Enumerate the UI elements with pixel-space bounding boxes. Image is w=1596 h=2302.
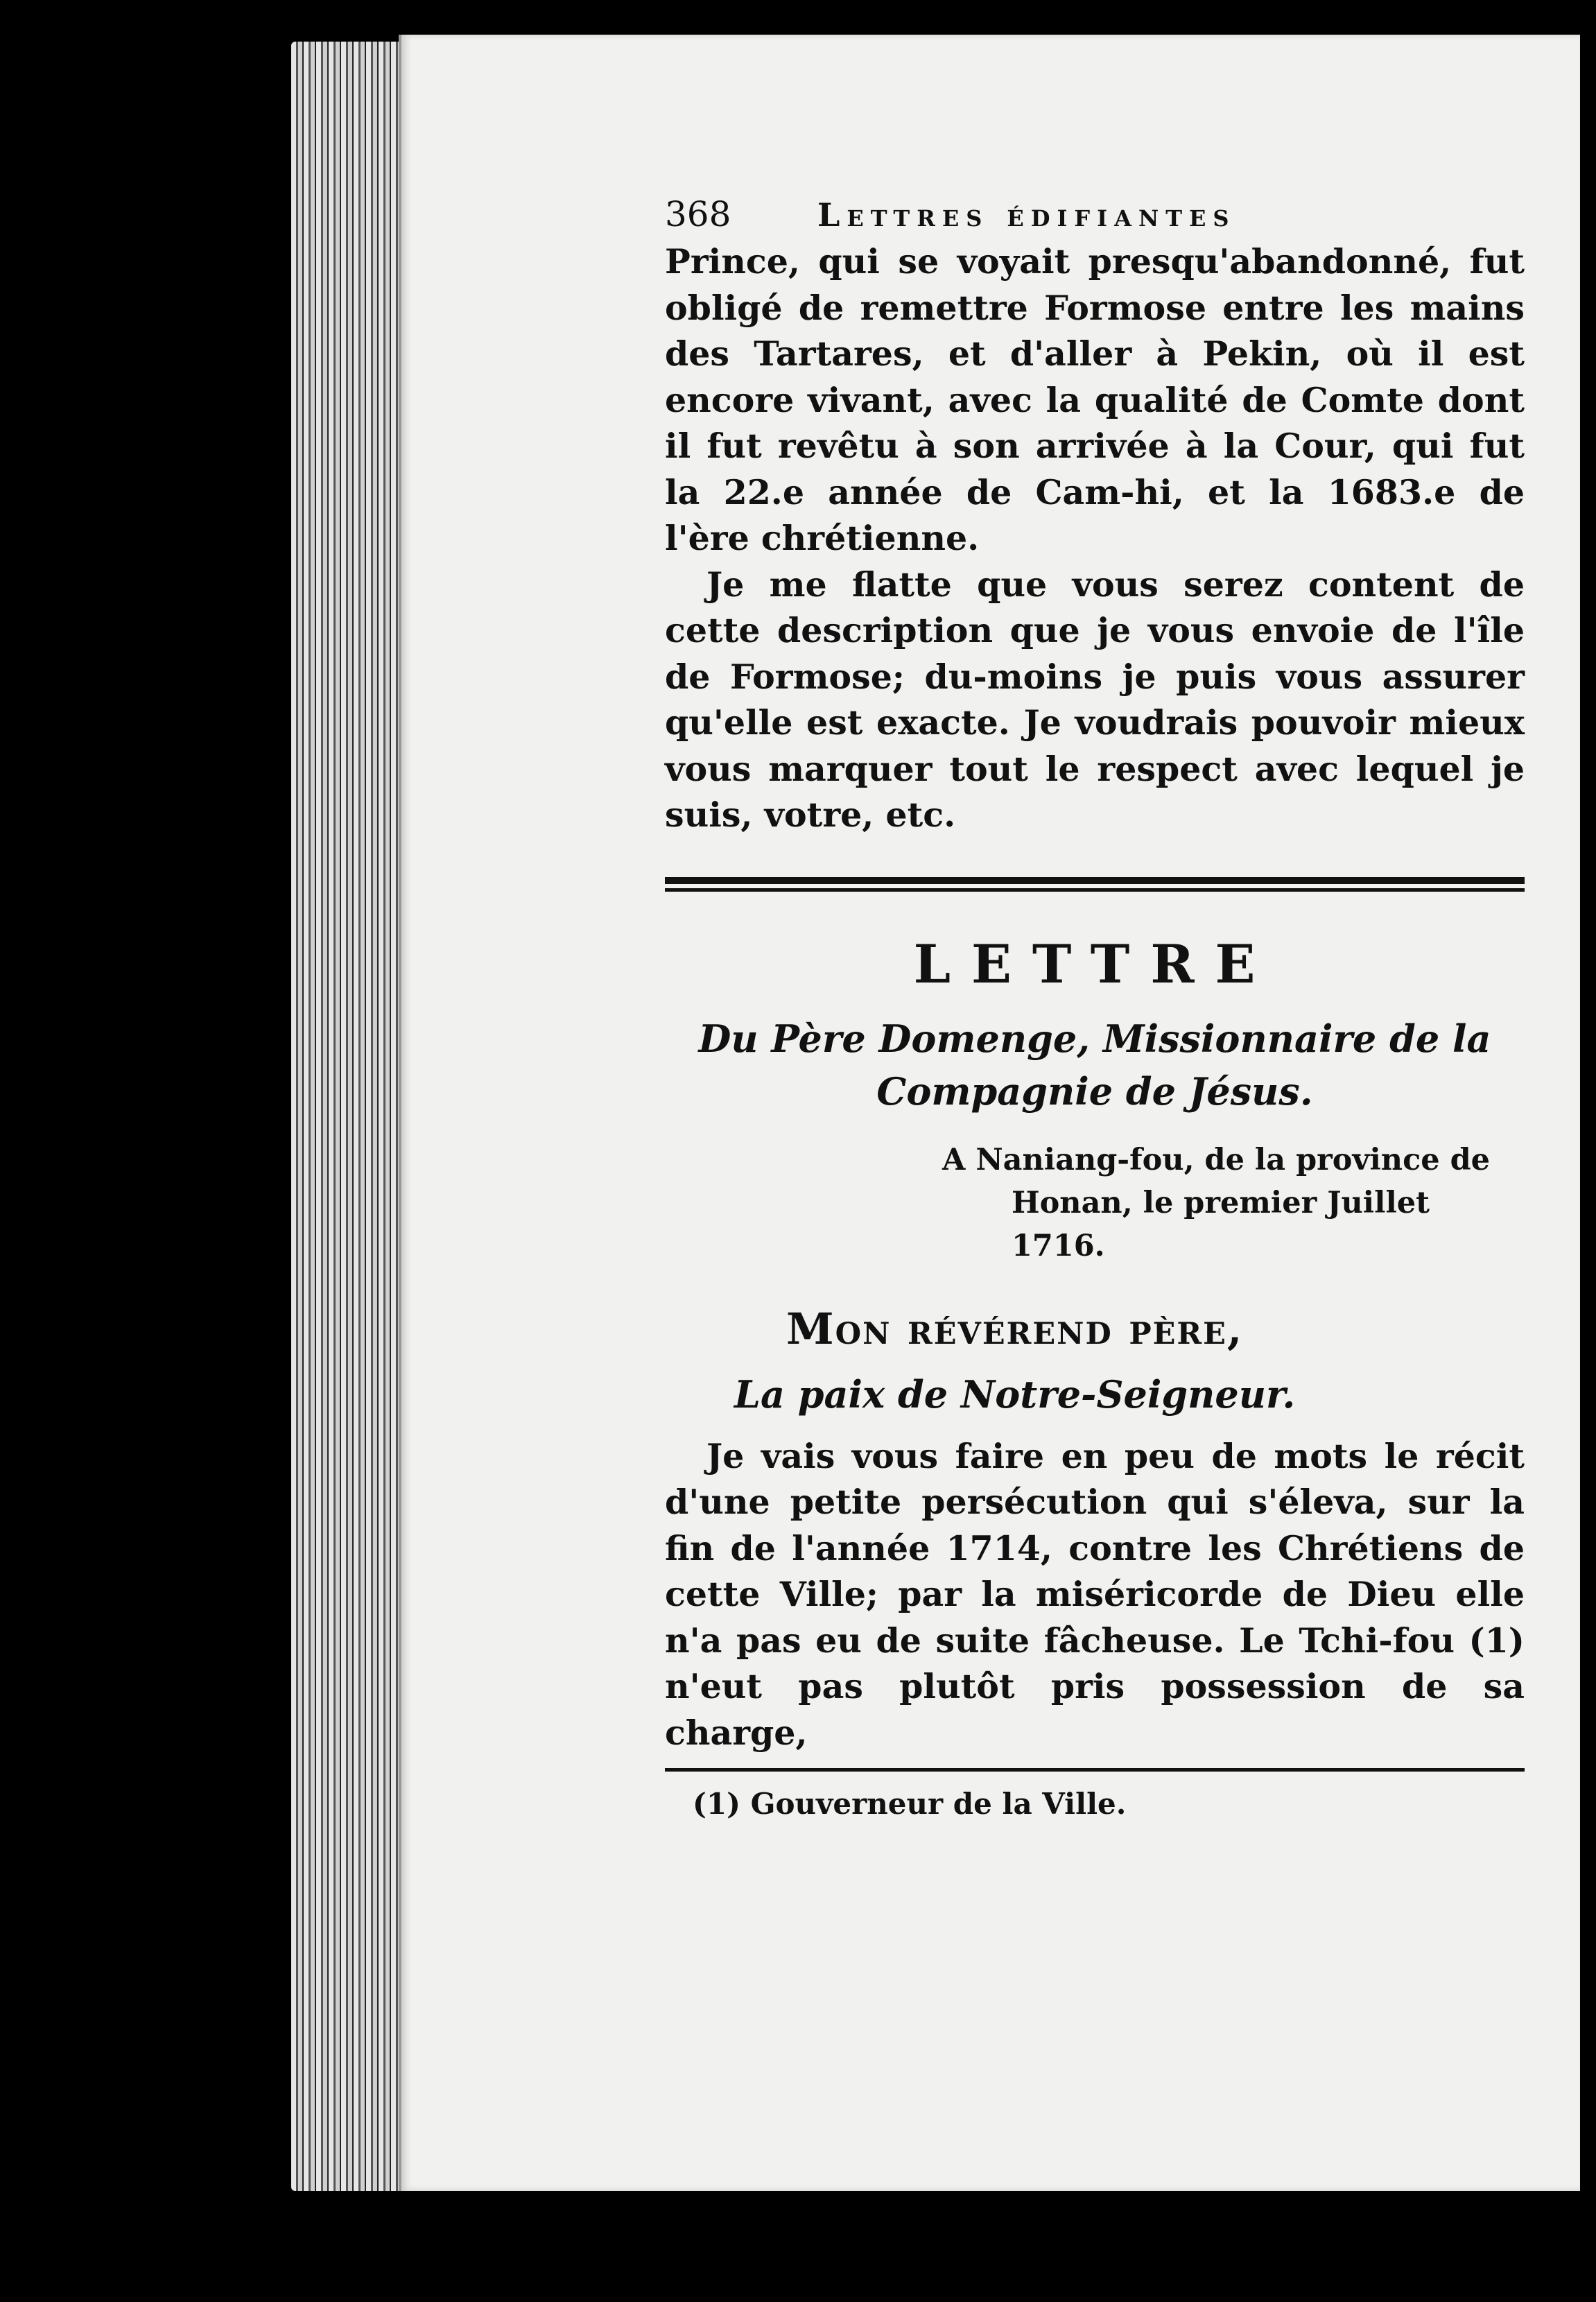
letter-subtitle [665, 1012, 1525, 1118]
running-head [665, 194, 1525, 239]
page-edges [291, 42, 402, 2191]
dateline [665, 1139, 1525, 1267]
letter-paragraph: Je vais vous faire en peu de mots le récit d'une petite persécution qui s'éleva, sur la fin de l'année 1714, contre les Chrétiens de cette Ville; par la miséricorde de Dieu elle n'a pas eu de suite fâcheuse. Le Tchi-fou (1) n'eut pas plutôt pris possession de sa charge, [665, 1435, 1525, 1753]
paragraph-closing: Je me flatte que vous serez content de cette description que je vous envoie de l'île de Formose; du-moins je puis vous assurer qu'elle est exacte. Je voudrais pouvoir mieux vous marquer tout le respect avec lequel je suis, votre, etc. [665, 564, 1525, 835]
salutation: Mon révérend père, [786, 1303, 1244, 1354]
body-text-top [665, 239, 1525, 838]
page-number: 368 [665, 194, 731, 234]
footnote: (1) Gouverneur de la Ville. [693, 1787, 1127, 1821]
letter-subtitle-line-2: Compagnie de Jésus. [876, 1068, 1313, 1114]
letter-subtitle-line-1: Du Père Domenge, Missionnaire de la [698, 1016, 1491, 1061]
dateline-line-1: A Naniang-fou, de la province de [942, 1142, 1490, 1177]
footnote-rule [665, 1768, 1525, 1772]
letter-body [665, 1433, 1525, 1756]
page-content [665, 194, 1525, 1821]
paragraph-continuation: Prince, qui se voyait presqu'abandonné, fut obligé de remettre Formose entre les mains des Tartares, et d'aller à Pekin, où il est encore vivant, avec la qualité de Comte dont il fut revêtu à son arrivée à la Cour, qui fut la 22.e année de Cam-hi, et la 1683.e de l'ère chrétienne. [665, 241, 1525, 558]
greeting: La paix de Notre-Seigneur. [734, 1371, 1296, 1417]
dateline-line-2: Honan, le premier Juillet 1716. [1012, 1185, 1430, 1263]
book-page [399, 35, 1580, 2191]
letter-heading: LETTRE [913, 933, 1276, 995]
running-title: Lettres édifiantes [817, 196, 1236, 234]
section-divider [665, 877, 1525, 892]
